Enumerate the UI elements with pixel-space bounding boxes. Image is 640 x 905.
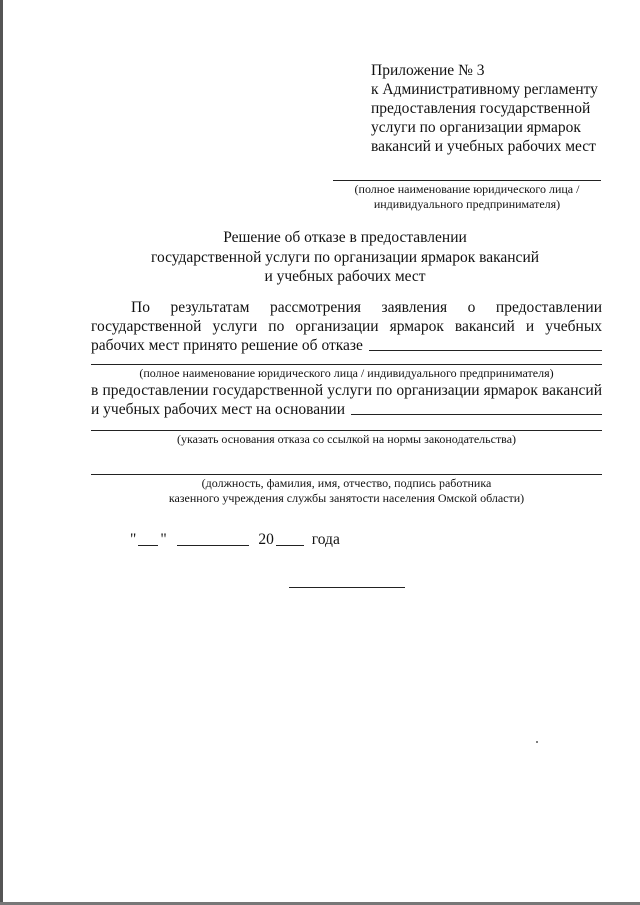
appendix-line: Приложение № 3	[371, 62, 485, 79]
title-line: Решение об отказе в предоставлении	[223, 229, 467, 246]
date-year-prefix: 20	[258, 531, 274, 548]
entity-caption: (полное наименование юридического лица / индивидуального предпринимателя)	[139, 366, 554, 380]
official-blank-line	[91, 474, 602, 475]
scan-edge-left	[0, 0, 3, 905]
appendix-line: вакансий и учебных рабочих мест	[371, 138, 596, 155]
grounds-paragraph	[91, 381, 602, 419]
official-caption-line: (должность, фамилия, имя, отчество, подпись работника	[201, 476, 492, 490]
date-line	[130, 530, 340, 549]
official-caption	[91, 476, 602, 506]
appendix-line: предоставления государственной	[371, 100, 591, 117]
end-separator-line	[289, 587, 405, 588]
addressee-caption	[333, 182, 601, 212]
title-line: государственной услуги по организации ярмарок вакансий	[150, 248, 540, 266]
appendix-line: к Административному регламенту	[371, 81, 598, 98]
official-caption-line: казенного учреждения службы занятости населения Омской области)	[168, 491, 525, 505]
body-line-2: государственной услуги по организации ярмарок вакансий и учебных	[91, 318, 602, 335]
body-line-5	[91, 400, 602, 419]
grounds-caption: (указать основания отказа со ссылкой на нормы законодательства)	[176, 432, 517, 446]
body-line-5-text: и учебных рабочих мест на основании	[91, 401, 345, 418]
appendix-line: услуги по организации ярмарок	[371, 119, 581, 136]
refusal-blank-line	[369, 350, 602, 351]
addressee-caption-line: индивидуального предпринимателя)	[373, 197, 561, 211]
date-close-quote: "	[160, 531, 167, 548]
document-title	[120, 228, 570, 287]
addressee-caption-line: (полное наименование юридического лица /	[354, 182, 580, 196]
title-line: и учебных рабочих мест	[264, 268, 426, 285]
scan-speck	[536, 741, 538, 743]
body-line-1: По результатам рассмотрения заявления о предоставлении	[131, 299, 602, 316]
date-day-blank	[138, 545, 158, 546]
body-line-4: в предоставлении государственной услуги по организации ярмарок вакансий	[91, 382, 602, 399]
date-year-blank	[276, 545, 304, 546]
body-line-3	[91, 336, 602, 355]
grounds-blank-line	[351, 414, 602, 415]
date-month-blank	[177, 545, 249, 546]
addressee-blank-line	[333, 180, 601, 181]
entity-blank-line	[91, 364, 602, 365]
date-open-quote: "	[130, 531, 137, 548]
appendix-header	[371, 61, 598, 156]
decision-paragraph	[91, 298, 602, 355]
grounds-second-blank-line	[91, 430, 602, 431]
date-suffix: года	[311, 531, 340, 548]
body-line-3-text: рабочих мест принято решение об отказе	[91, 337, 363, 354]
